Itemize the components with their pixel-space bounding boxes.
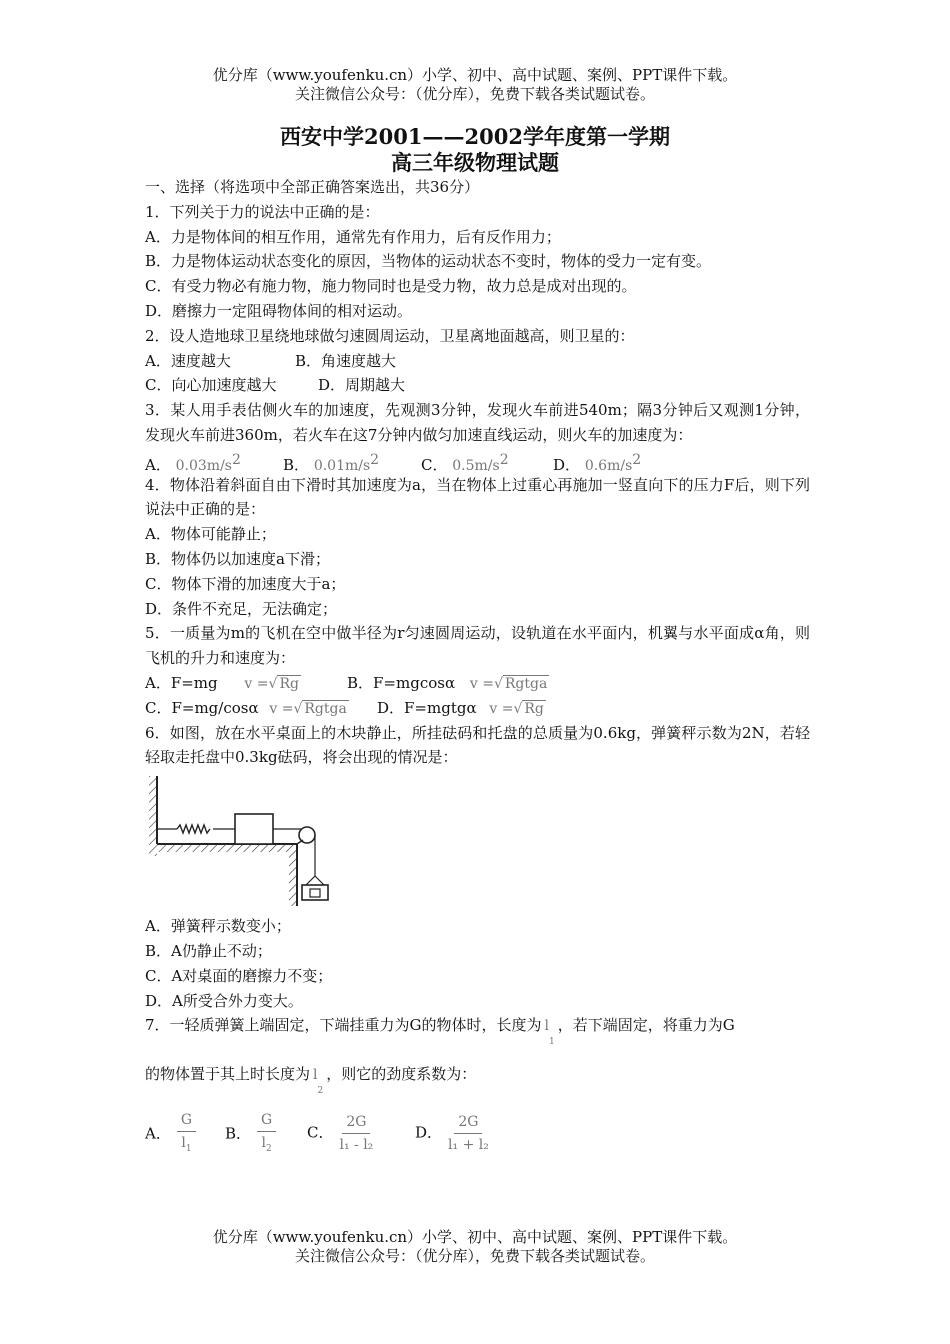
q1-stem: 1．下列关于力的说法中正确的是：: [145, 202, 380, 221]
q5-row-1: [145, 671, 810, 696]
q6-option-c: C．A对桌面的磨擦力不变；: [145, 966, 333, 985]
q3-option-d: D． $0.6m/s^2$: [553, 451, 642, 474]
q2-option-c: C．向心加速度越大: [145, 376, 277, 395]
page-header: [0, 66, 950, 104]
q7-option-d: D． $\frac{2G}{\text{l₁ + l₂}}$: [415, 1114, 489, 1154]
q7-option-b: B． $\frac{G}{l_2}$: [225, 1111, 307, 1158]
q3-option-b: B． $0.01m/s^2$: [283, 451, 380, 474]
header-line-2: 关注微信公众号：（优分库），免费下载各类试题试卷。: [294, 85, 655, 103]
q6-option-b: B．A仍静止不动；: [145, 941, 272, 960]
q6-option-a: A．弹簧秤示数变小；: [145, 917, 291, 936]
q2-stem: 2．设人造地球卫星绕地球做匀速圆周运动，卫星离地面越高，则卫星的：: [145, 326, 635, 345]
q7-option-a: A． $\frac{G}{l_1}$: [145, 1111, 225, 1158]
q5-option-b: B．F=mgcosα v =√ Rgtga: [347, 673, 548, 692]
q7-l1-symbol: $l_1$: [544, 1018, 555, 1048]
section-heading: 一、选择（将选项中全部正确答案选出，共36分）: [145, 178, 480, 196]
weight: [310, 889, 320, 897]
header-line-1: 优分库（www.youfenku.cn）小学、初中、高中试题、案例、PPT课件下载。: [212, 66, 738, 84]
q1-option-d: D．磨擦力一定阻碍物体间的相对运动。: [145, 301, 413, 320]
q3-option-c: C． $0.5m/s^2$: [421, 451, 509, 474]
q7-l2-symbol: $l_2$: [313, 1067, 324, 1096]
footer-line-2: 关注微信公众号：（优分库），免费下载各类试题试卷。: [294, 1247, 655, 1265]
q1-option-c: C．有受力物必有施力物，施力物同时也是受力物，故力总是成对出现的。: [145, 277, 637, 296]
wall-hatching: [149, 776, 157, 856]
exam-subtitle: 高三年级物理试题: [391, 150, 559, 175]
q6-option-d: D．A所受合外力变大。: [145, 991, 303, 1010]
q7-options: [145, 1111, 810, 1157]
q5-row-2: [145, 696, 810, 721]
q6-stem: 6．如图，放在水平桌面上的木块静止，所挂砝码和托盘的总质量为0.6kg，弹簧秤示数为2N，若轻轻取走托盘中0.3kg砝码，将会出现的情况是：: [145, 723, 810, 767]
q5-option-d: D．F=mgtgα v =√ Rg: [377, 698, 544, 717]
exam-content: [145, 175, 810, 1157]
q4-option-c: C．物体下滑的加速度大于a；: [145, 574, 346, 593]
q5-option-a: A．F=mg v =√ Rg: [145, 673, 299, 692]
q2-row-1: [145, 349, 810, 374]
q1-option-b: B．力是物体运动状态变化的原因，当物体的运动状态不变时，物体的受力一定有变。: [145, 252, 712, 271]
q1-option-a: A．力是物体间的相互作用，通常先有作用力，后有反作用力；: [145, 227, 561, 246]
footer-line-1: 优分库（www.youfenku.cn）小学、初中、高中试题、案例、PPT课件下载。: [212, 1228, 738, 1246]
q3-stem: 3．某人用手表估侧火车的加速度，先观测3分钟，发现火车前进540m；隔3分钟后又观测1分钟，发现火车前进360m，若火车在这7分钟内做匀加速直线运动，则火车的加速度为：: [145, 401, 810, 444]
table-edge-hatching: [289, 852, 297, 906]
exam-title: 西安中学2001——2002学年度第一学期: [280, 124, 670, 149]
q2-row-2: [145, 373, 810, 398]
spring-block-pulley-figure: [145, 772, 345, 910]
q3-option-a: A． $0.03m/s^2$: [145, 451, 241, 474]
block-a: [235, 814, 273, 844]
q7-option-c: C． $\frac{2G}{\text{l₁ - l₂}}$: [307, 1114, 374, 1154]
table-hatching: [157, 844, 297, 852]
q5-stem: 5．一质量为m的飞机在空中做半径为r匀速圆周运动，设轨道在水平面内，机翼与水平面成α角，则飞机的升力和速度为：: [145, 624, 810, 668]
q2-option-b: B．角速度越大: [295, 351, 397, 370]
q4-option-d: D．条件不充足，无法确定；: [145, 599, 338, 618]
q3-options: [145, 448, 810, 473]
q5-option-c: C．F=mg/cosα v =√ Rgtga: [145, 698, 347, 717]
q4-stem: 4．物体沿着斜面自由下滑时其加速度为a，当在物体上过重心再施加一竖直向下的压力F后，则下列说法中正确的是：: [145, 475, 810, 519]
q4-option-b: B．物体仍以加速度a下滑；: [145, 549, 330, 568]
page-footer: [0, 1228, 950, 1266]
q4-option-a: A．物体可能静止；: [145, 525, 276, 544]
q7-stem-line-2: 的物体置于其上时长度为 $l_2$，则它的劲度系数为：: [145, 1065, 477, 1096]
q2-option-d: D．周期越大: [318, 376, 406, 395]
spring: [177, 825, 210, 833]
q7-stem-line-1: 7．一轻质弹簧上端固定，下端挂重力为G的物体时，长度为 $l_1$，若下端固定，将重力为G: [145, 1016, 735, 1048]
q2-option-a: A．速度越大: [145, 351, 231, 370]
